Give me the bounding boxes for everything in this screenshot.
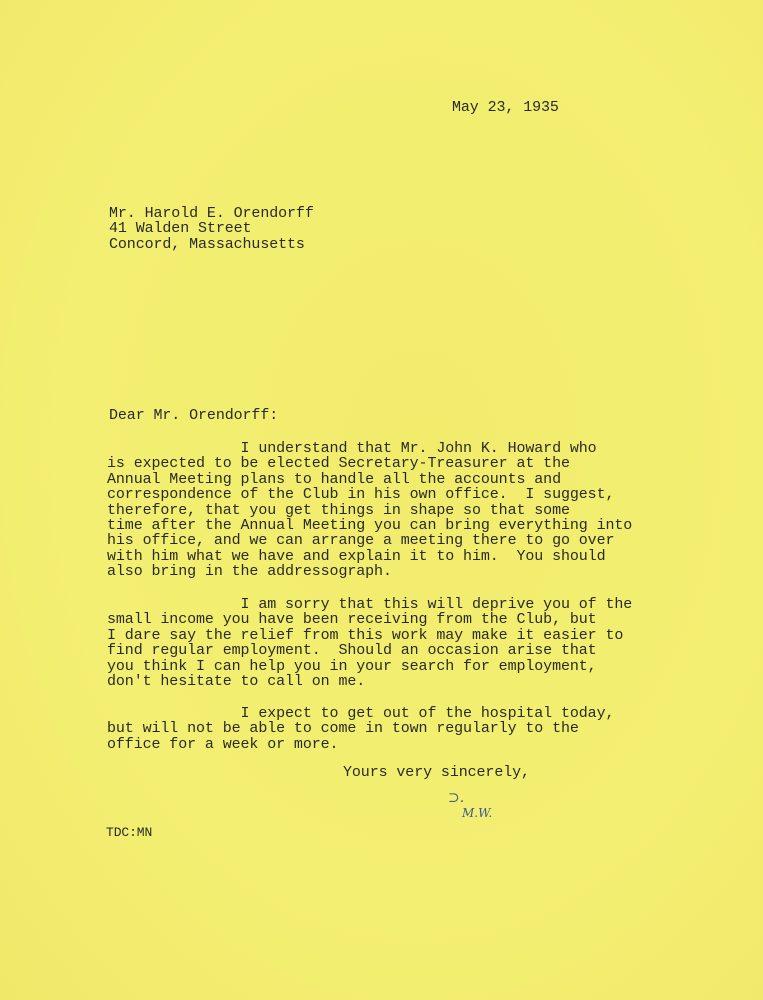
body-paragraph-1: I understand that Mr. John K. Howard who is expected to be elected Secretary-Treasurer at the Annual Meeting plans to handle all the accounts and correspondence of the Club in his own office. I suggest, therefore, that you get things in shape so that some time after the Annual Meeting you can bring everything into his office, and we can arrange a meeting there to go over with him what we have and explain it to him. You should also bring in the addressograph. <box>107 440 633 581</box>
salutation: Dear Mr. Orendorff: <box>109 407 279 424</box>
body-paragraph-3: I expect to get out of the hospital today, but will not be able to come in town regularly to the office for a week or more. <box>107 705 615 753</box>
recipient-street: 41 Walden Street <box>109 220 252 238</box>
recipient-address <box>109 206 314 252</box>
recipient-name: Mr. Harold E. Orendorff <box>109 205 314 222</box>
signature-mark: ⊃. <box>448 790 465 806</box>
closing: Yours very sincerely, <box>343 764 530 781</box>
reference-initials: TDC:MN <box>106 825 153 840</box>
body-paragraph-2: I am sorry that this will deprive you of the small income you have been receiving from the Club, but I dare say the relief from this work may make it easier to find regular employment. Should an occasion arise that you think I can help you in your search for employment, don't hesitate to call on me. <box>107 596 633 691</box>
signature-initials: M.W. <box>462 806 493 820</box>
recipient-city: Concord, Massachusetts <box>109 235 305 253</box>
letter-date: May 23, 1935 <box>452 99 559 116</box>
